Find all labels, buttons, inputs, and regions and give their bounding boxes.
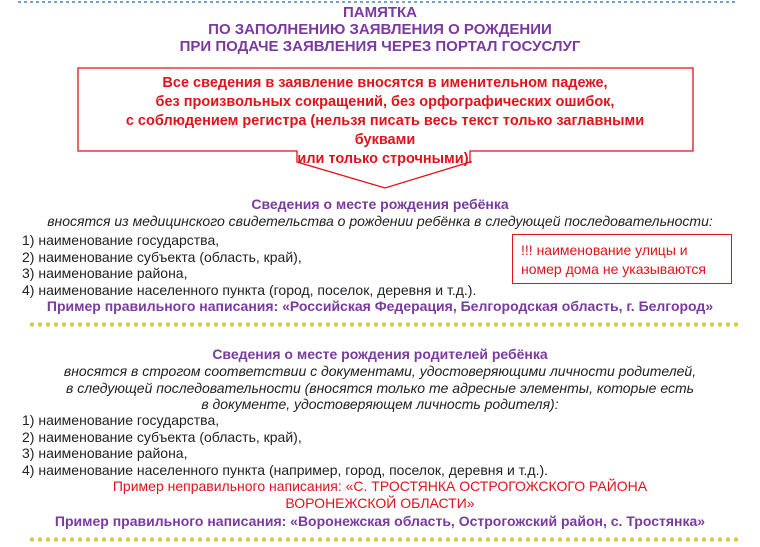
street-note-box: [512, 234, 732, 284]
parents-item-3: 3) наименование района,: [22, 445, 188, 461]
child-item-3: 3) наименование района,: [22, 265, 188, 281]
callout-line-4: или только строчными).: [297, 151, 473, 167]
dotted-divider-2: [28, 537, 738, 542]
child-item-2: 2) наименование субъекта (область, край),: [22, 248, 302, 265]
callout-line-3: с соблюдением регистра (нельзя писать весь текст только заглавными буквами: [125, 113, 645, 148]
child-items-list: [22, 232, 476, 298]
parents-items-list: [22, 412, 548, 478]
parents-item-4: 4) наименование населенного пункта (например, город, поселок, деревня и т.д.).: [22, 461, 549, 478]
child-item-1: 1) наименование государства,: [22, 232, 220, 248]
parents-section-subheading: [0, 363, 760, 413]
title-line-2: ПО ЗАПОЛНЕНИЮ ЗАЯВЛЕНИЯ О РОЖДЕНИИ: [208, 21, 552, 38]
callout-text: [95, 74, 675, 169]
dotted-divider-1: [28, 322, 738, 327]
parents-item-1: 1) наименование государства,: [22, 412, 220, 428]
parents-sub-line-3: в документе, удостоверяющем личность родителя):: [201, 396, 559, 412]
wrong-example-line-1: Пример неправильного написания: «С. ТРОСТЯНКА ОСТРОГОЖСКОГО РАЙОНА: [112, 478, 648, 494]
child-correct-example: Пример правильного написания: «Российская Федерация, Белгородская область, г. Белгород»: [46, 298, 714, 314]
note-line-1: наименование улицы и: [536, 242, 688, 258]
parents-sub-line-1: вносятся в строгом соответствии с документами, удостоверяющими личности родителей,: [63, 363, 697, 379]
warning-mark: !!!: [521, 242, 533, 258]
parents-correct-example: Пример правильного написания: «Воронежская область, Острогожский район, с. Тростянка»: [54, 513, 706, 529]
child-item-4: 4) наименование населенного пункта (город, поселок, деревня и т.д.).: [22, 281, 477, 298]
parents-section-heading: Сведения о месте рождения родителей ребёнка: [212, 346, 548, 362]
wrong-example-line-2: ВОРОНЕЖСКОЙ ОБЛАСТИ»: [285, 495, 475, 511]
child-section-heading: Сведения о месте рождения ребёнка: [251, 196, 509, 212]
title-memo: ПАМЯТКА: [342, 4, 418, 21]
callout-line-2: без произвольных сокращений, без орфографических ошибок,: [155, 94, 615, 110]
parents-wrong-example: [0, 478, 760, 512]
child-section-subheading: вносятся из медицинского свидетельства о рождении ребёнка в следующей последовательности:: [47, 213, 713, 229]
callout-line-1: Все сведения в заявление вносятся в именительном падеже,: [162, 75, 608, 91]
parents-item-2: 2) наименование субъекта (область, край),: [22, 428, 302, 445]
note-line-2: номер дома не указываются: [521, 261, 706, 277]
title-line-3: ПРИ ПОДАЧЕ ЗАЯВЛЕНИЯ ЧЕРЕЗ ПОРТАЛ ГОСУСЛУГ: [179, 38, 581, 55]
parents-sub-line-2: в следующей последовательности (вносятся только те адресные элементы, которые есть: [66, 379, 694, 396]
